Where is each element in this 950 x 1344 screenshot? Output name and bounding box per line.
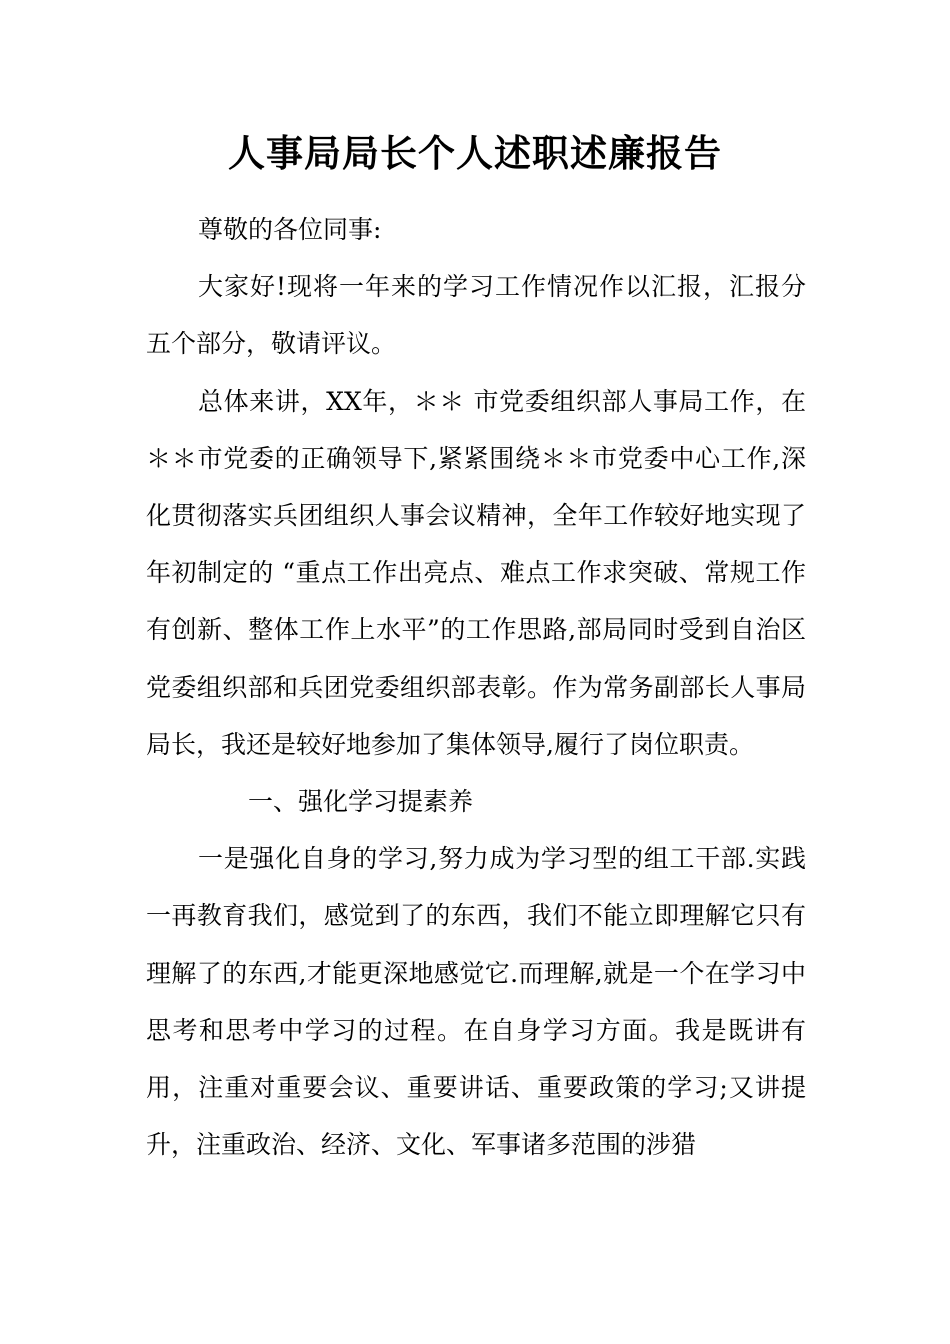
paragraph-study: 一是强化自身的学习,努力成为学习型的组工干部.实践一再教育我们，感觉到了的东西，我们不能立即理解它只有理解了的东西,才能更深地感觉它.而理解,就是一个在学习中思考和思考中学习的过程。在自身学习方面。我是既讲有用，注重对重要会议、重要讲话、重要政策的学习;又讲提升，注重政治、经济、文化、军事诸多范围的涉猎 (146, 844, 806, 1160)
paragraph-greeting: 大家好!现将一年来的学习工作情况作以汇报，汇报分五个部分，敬请评议。 (146, 272, 806, 359)
document-title: 人事局局长个人述职述廉报告 (228, 131, 722, 175)
section-heading: 一、强化学习提素养 (248, 787, 474, 817)
paragraph-overview: 总体来讲，XX年，＊＊ 市党委组织部人事局工作，在＊＊市党委的正确领导下,紧紧围绕＊＊市党委中心工作,深化贯彻落实兵团组织人事会议精神，全年工作较好地实现了年初制定的 “重点工作出亮点、难点工作求突破、常规工作有创新、整体工作上水平”的工作思路,部局同时受到自治区党委组织部和兵团党委组织部表彰。作为常务副部长人事局局长，我还是较好地参加了集体领导,履行了岗位职责。 (146, 386, 806, 759)
salutation: 尊敬的各位同事: (198, 215, 382, 244)
document-body (146, 201, 806, 1173)
